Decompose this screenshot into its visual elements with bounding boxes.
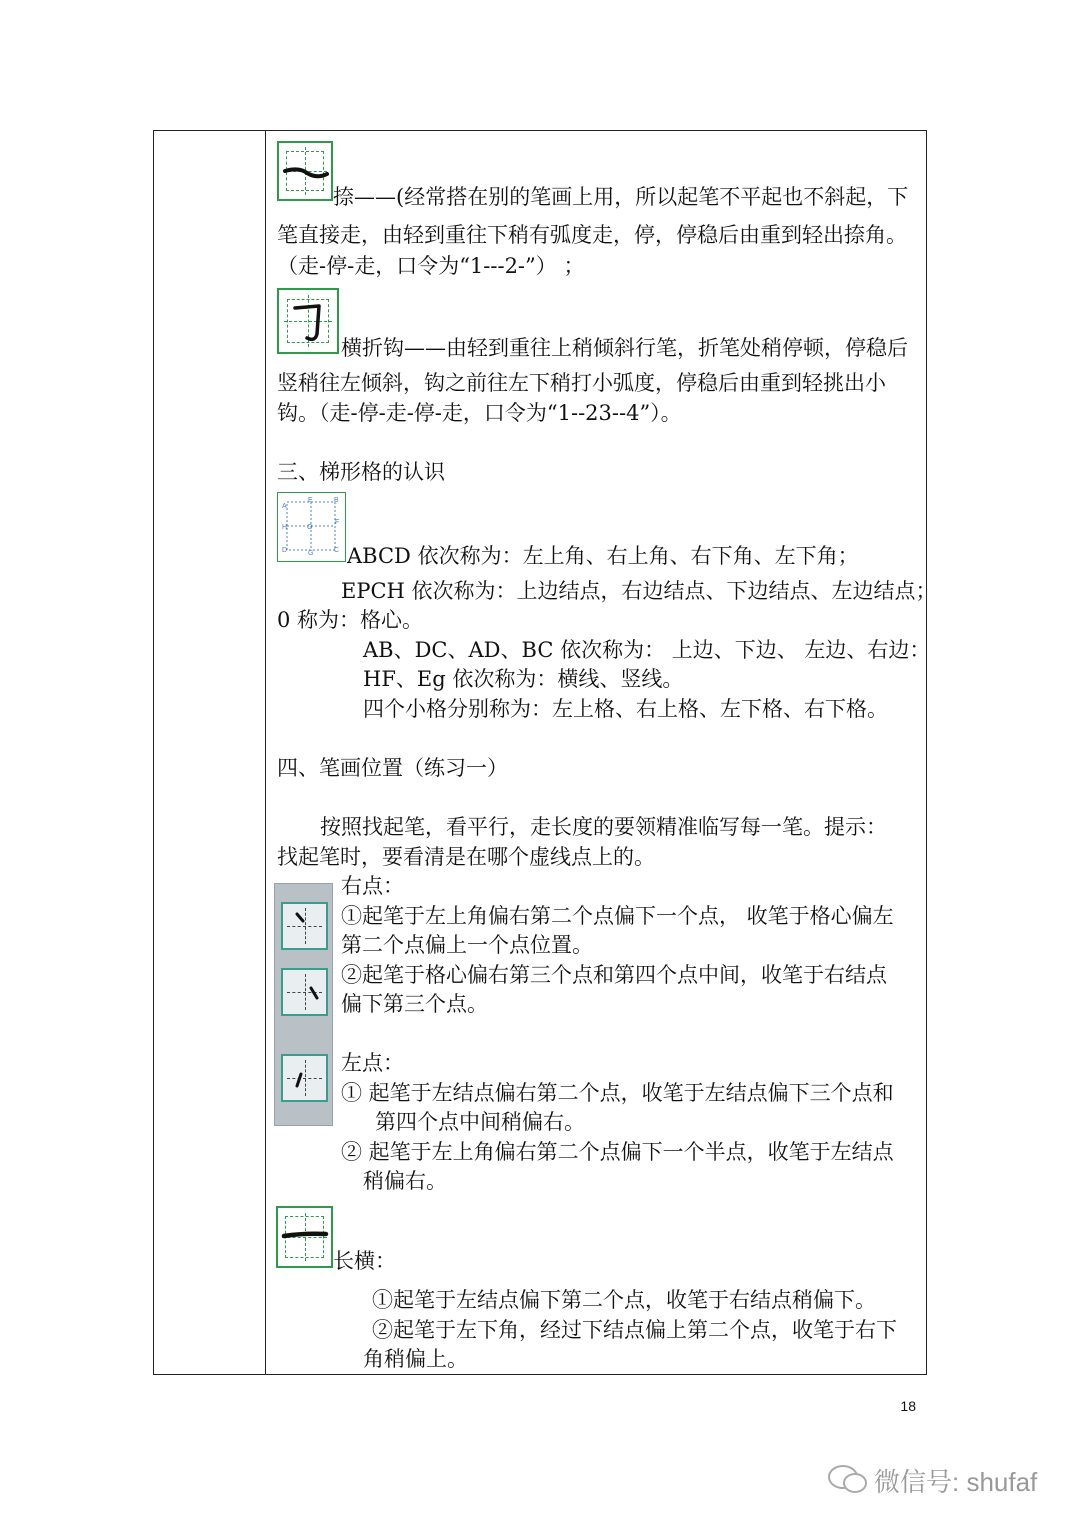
document-table [153, 130, 927, 1375]
trapezoid-grid-diagram [277, 492, 346, 562]
grid-label: C [334, 547, 340, 554]
right-dot-line3: ②起笔于格心偏右第三个点和第四个点中间，收笔于右结点 [341, 963, 887, 987]
section3-title: 三、梯形格的认识 [277, 460, 445, 484]
grid-label: D [282, 547, 288, 554]
grid-label: O [307, 524, 313, 531]
grid-label: F [335, 519, 340, 526]
right-dot-line4: 偏下第三个点。 [341, 992, 488, 1016]
left-dot-line4: 稍偏右。 [363, 1169, 447, 1193]
hengzhegou-stroke-grid-icon [277, 288, 339, 354]
watermark-text: 微信号: shufaf [874, 1467, 1038, 1497]
section3-line3: 0 称为：格心。 [277, 608, 424, 632]
na-stroke-grid-icon [277, 141, 333, 201]
left-dot-line1: ① 起笔于左结点偏右第二个点，收笔于左结点偏下三个点和 [341, 1081, 894, 1105]
long-heng-line1: ①起笔于左结点偏下第二个点，收笔于右结点稍偏下。 [372, 1288, 876, 1312]
right-dot-line1: ①起笔于左上角偏右第二个点偏下一个点， 收笔于格心偏左 [341, 904, 894, 928]
grid-label: G [308, 550, 314, 557]
hengzhegou-line3: 钩。（走-停-走-停-走，口令为“1--23--4”）。 [277, 401, 682, 425]
na-line3: （走-停-走，口令为“1---2-”） ； [277, 254, 585, 278]
section3-line5: HF、Eg 依次称为：横线、竖线。 [363, 667, 684, 691]
left-dot-line3: ② 起笔于左上角偏右第二个点偏下一个半点，收笔于左结点 [341, 1140, 894, 1164]
hengzhegou-line2: 竖稍往左倾斜，钩之前往左下稍打小弧度，停稳后由重到轻挑出小 [277, 371, 886, 395]
grid-label: H [282, 524, 288, 531]
section4-intro2: 找起笔时，要看清是在哪个虚线点上的。 [277, 845, 655, 869]
practice-photo-strip [274, 883, 333, 1126]
hengzhegou-line1: 横折钩——由轻到重往上稍倾斜行笔，折笔处稍停顿，停稳后 [341, 336, 908, 360]
page-number: 18 [900, 1398, 916, 1414]
section3-line2: EPCH 依次称为：上边结点，右边结点、下边结点、左边结点； [341, 579, 937, 603]
section4-title: 四、笔画位置（练习一） [277, 756, 508, 780]
grid-label: A [282, 503, 287, 510]
grid-label: E [308, 497, 313, 504]
left-dot-line2: 第四个点中间稍偏右。 [375, 1110, 585, 1134]
section3-line6: 四个小格分别称为：左上格、右上格、左下格、右下格。 [363, 697, 888, 721]
na-line2: 笔直接走，由轻到重往下稍有弧度走，停，停稳后由重到轻出捺角。 [277, 223, 907, 247]
section3-line4: AB、DC、AD、BC 依次称为： 上边、下边、 左边、右边： [363, 638, 931, 662]
long-heng-line2: ②起笔于左下角，经过下结点偏上第二个点，收笔于右下 [372, 1318, 897, 1342]
column-divider [265, 131, 266, 1374]
left-dot-title: 左点： [341, 1051, 404, 1075]
na-line1: 捺——(经常搭在别的笔画上用，所以起笔不平起也不斜起，下 [333, 185, 909, 209]
long-heng-line3: 角稍偏上。 [363, 1347, 468, 1371]
section4-intro1: 按照找起笔，看平行，走长度的要领精准临写每一笔。提示： [320, 815, 887, 839]
right-dot-title: 右点： [341, 874, 404, 898]
wechat-icon [826, 1462, 870, 1500]
long-heng-title: 长横： [333, 1249, 396, 1273]
section3-line1: ABCD 依次称为：左上角、右上角、右下角、左下角； [347, 544, 859, 568]
grid-label: B [334, 497, 339, 504]
right-dot-line2: 第二个点偏上一个点位置。 [341, 933, 593, 957]
long-heng-stroke-grid-icon [276, 1206, 333, 1268]
